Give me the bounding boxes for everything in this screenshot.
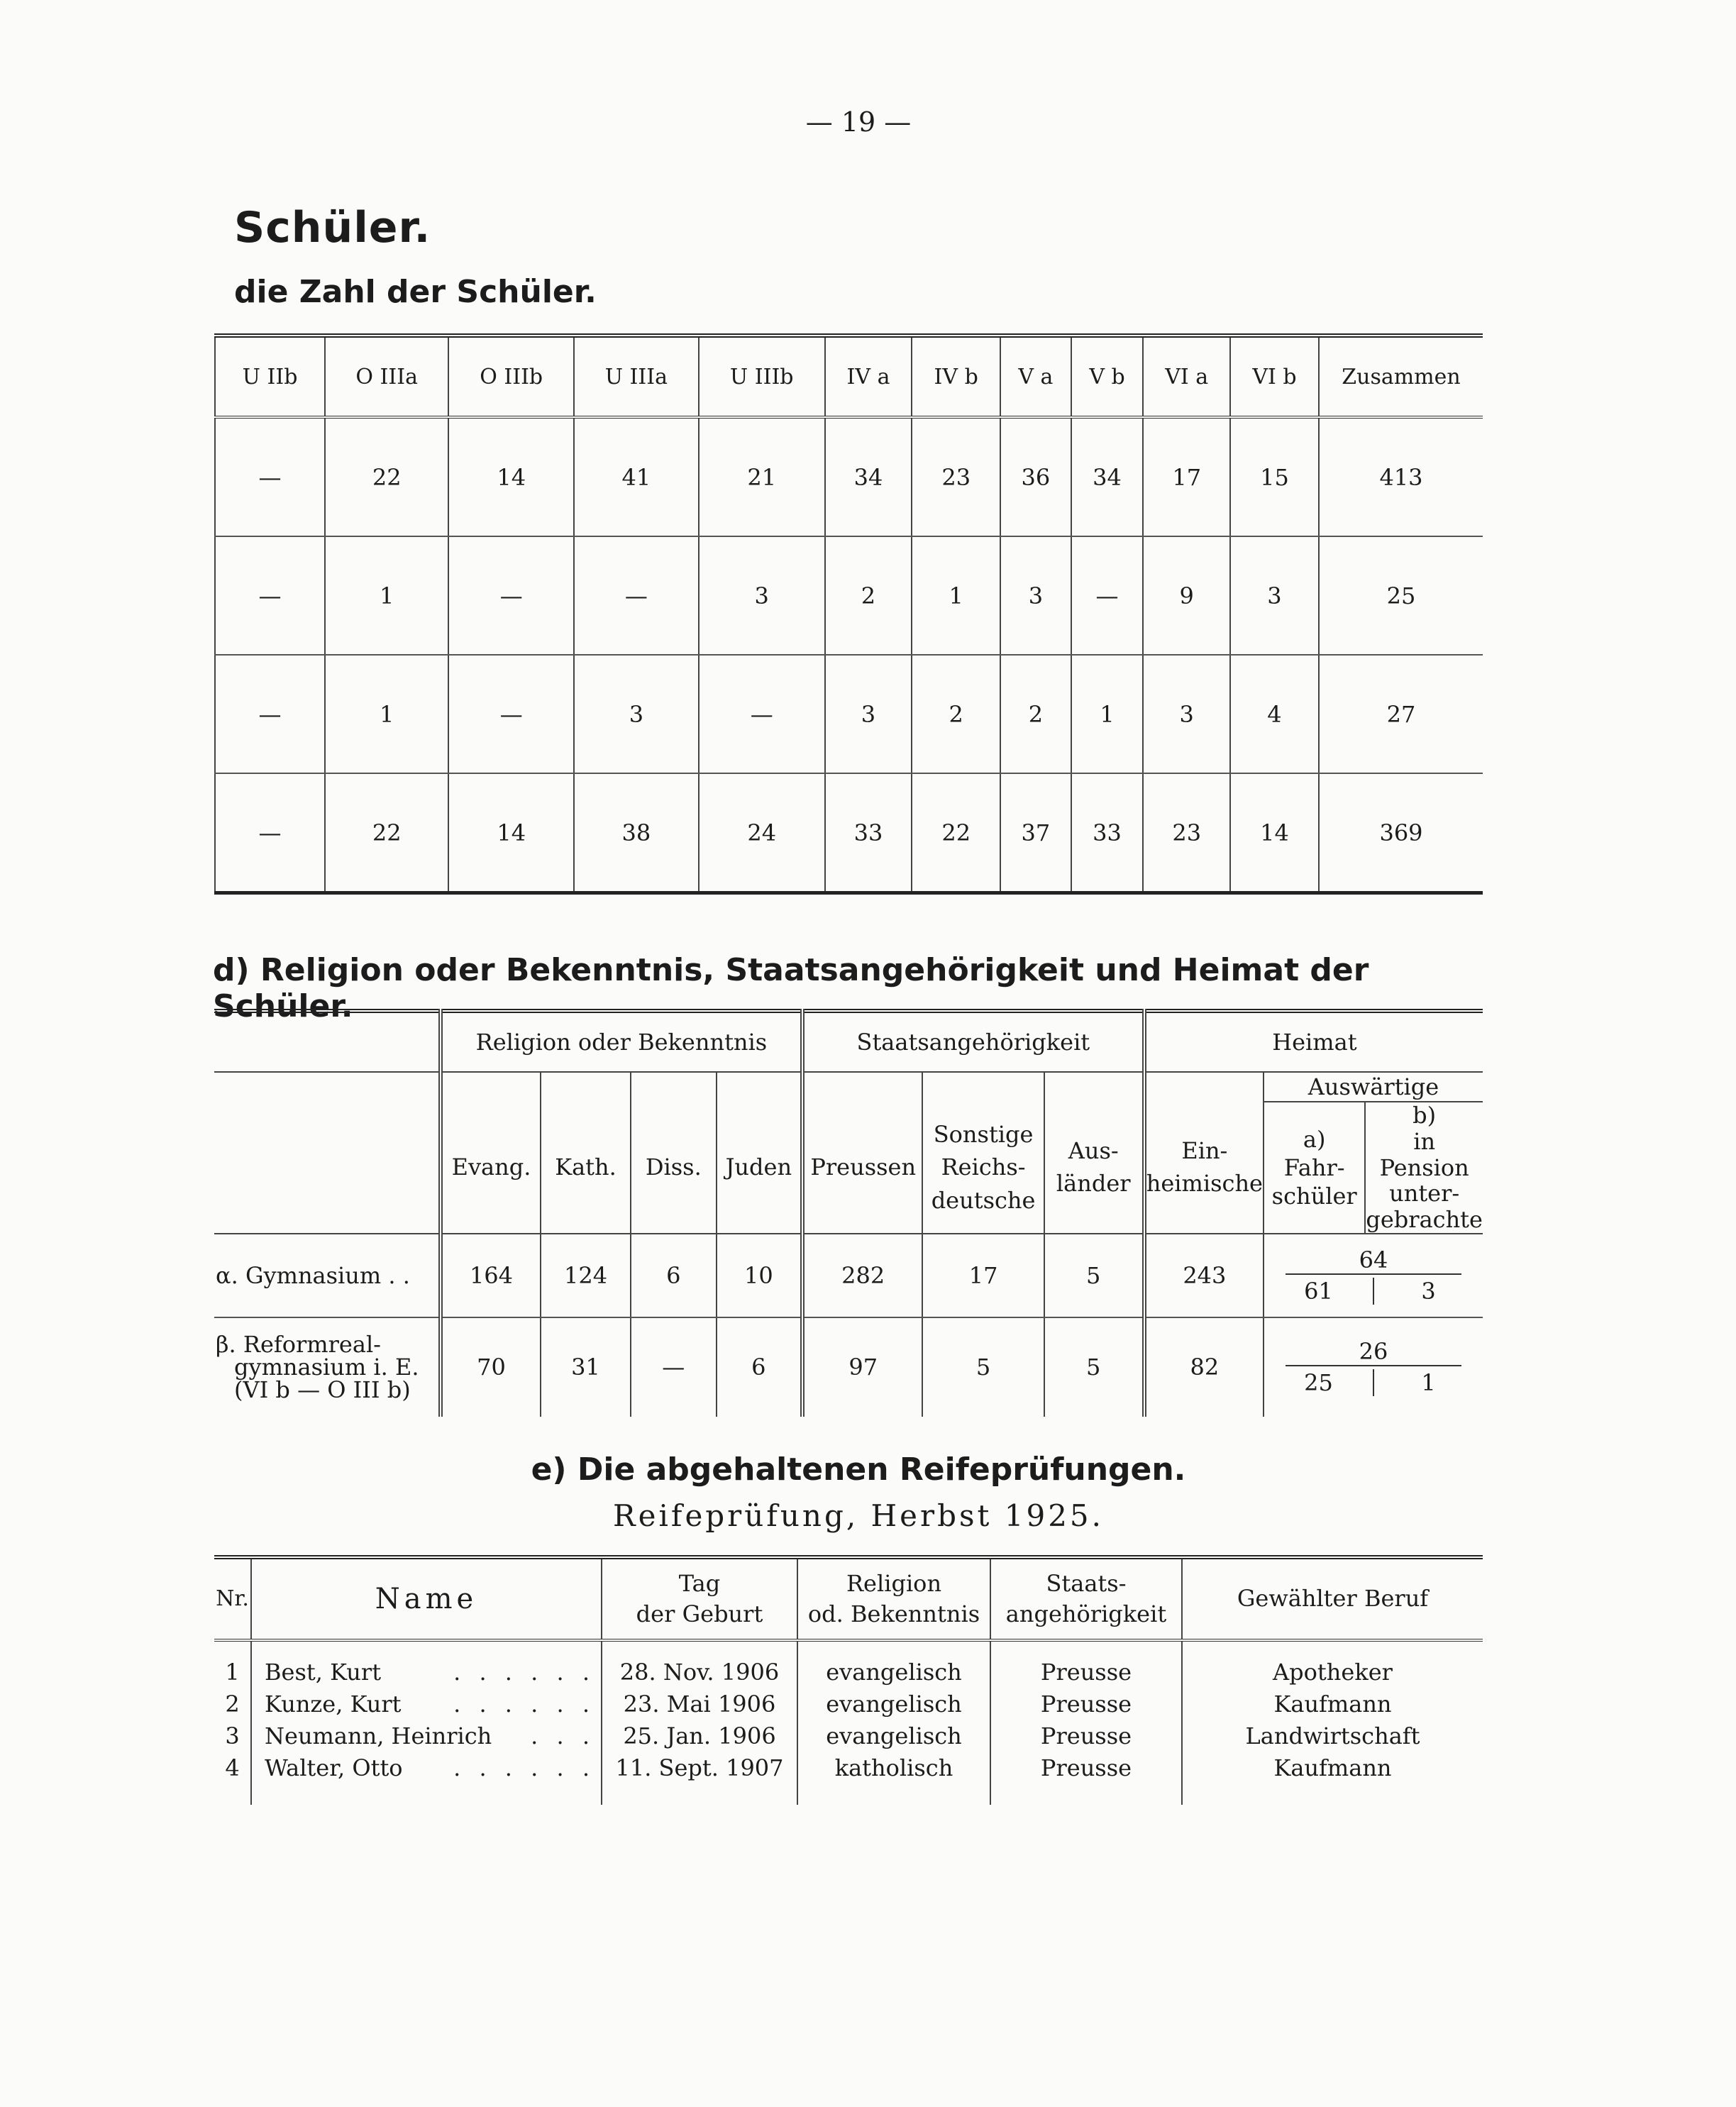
table-cell: 1	[1071, 655, 1144, 773]
cell-auswaertige	[1264, 1317, 1483, 1417]
table-cell: 15	[1230, 417, 1319, 536]
table-cell: 23	[1143, 773, 1229, 893]
auswaertige-total: 64	[1286, 1246, 1461, 1275]
cell-born: 11. Sept. 1907	[602, 1752, 797, 1784]
cell-name	[251, 1688, 602, 1720]
cell-nr: 3	[225, 1722, 240, 1749]
header-line: schüler	[1271, 1182, 1357, 1210]
cell-born: 25. Jan. 1906	[602, 1720, 797, 1752]
cell-religion: evangelisch	[797, 1656, 990, 1688]
header-line: länder	[1056, 1170, 1131, 1198]
table-cell: 34	[825, 417, 912, 536]
header-line: Ein-	[1181, 1137, 1228, 1165]
cell-name	[251, 1720, 602, 1752]
leader-dots: . . .	[531, 1722, 595, 1749]
table-cell: 34	[1071, 417, 1144, 536]
table-cell: 3	[699, 536, 825, 655]
header-line: b)	[1412, 1102, 1437, 1129]
cell-staat: Preusse	[990, 1752, 1182, 1784]
table-row-gymnasium	[214, 1234, 1483, 1317]
table-cell: —	[448, 655, 574, 773]
table-row	[214, 1752, 1483, 1784]
leader-dots: . . . . . .	[453, 1658, 595, 1686]
column-header: Kath.	[541, 1102, 631, 1234]
table-cell: 3	[825, 655, 912, 773]
group-header-heimat: Heimat	[1144, 1011, 1483, 1072]
cell-einheimische: 243	[1144, 1234, 1264, 1317]
section-heading-reifepruefungen: e) Die abgehaltenen Reifeprüfungen.	[531, 1451, 1186, 1488]
column-header: IV b	[912, 336, 1000, 417]
column-header: Diss.	[631, 1102, 717, 1234]
table-row	[215, 417, 1483, 536]
table-cell: 33	[825, 773, 912, 893]
table-cell: 14	[448, 417, 574, 536]
header-line: heimische	[1146, 1170, 1263, 1198]
table-cell: 369	[1319, 773, 1483, 893]
header-line: Aus-	[1068, 1137, 1119, 1165]
table-header-row	[215, 336, 1483, 417]
table-row-reformrealgymnasium	[214, 1317, 1483, 1417]
column-header-pension	[1365, 1102, 1483, 1234]
auswaertige-header: Auswärtige	[1264, 1072, 1483, 1102]
section-subheading-herbst: Reifeprüfung, Herbst 1925.	[612, 1498, 1105, 1533]
student-name: Walter, Otto	[265, 1754, 403, 1781]
leader-dots: . . . . . .	[453, 1754, 595, 1781]
column-header: U IIIa	[574, 336, 699, 417]
column-header-auslaender	[1044, 1102, 1144, 1234]
table-cell: —	[574, 536, 699, 655]
header-line: Staats-	[1046, 1569, 1127, 1597]
row-label: α. Gymnasium . .	[214, 1234, 441, 1317]
column-header-einheimische	[1144, 1102, 1264, 1234]
cell-einheimische: 82	[1144, 1317, 1264, 1417]
cell-religion: evangelisch	[797, 1688, 990, 1720]
column-header: Zusammen	[1319, 336, 1483, 417]
table-row	[215, 536, 1483, 655]
row-label	[214, 1317, 441, 1417]
column-header: O IIIa	[325, 336, 448, 417]
cell-born: 23. Mai 1906	[602, 1688, 797, 1720]
table-cell: 27	[1319, 655, 1483, 773]
sub-header-row	[214, 1072, 1483, 1102]
column-header-staat	[990, 1557, 1182, 1640]
table-cell: —	[1071, 536, 1144, 655]
column-header: IV a	[825, 336, 912, 417]
page-number: — 19 —	[805, 106, 912, 138]
column-header-nr: Nr.	[214, 1557, 251, 1640]
table-cell: 1	[912, 536, 1000, 655]
column-header: VI b	[1230, 336, 1319, 417]
student-name: Kunze, Kurt	[265, 1690, 402, 1718]
column-header-geburt	[602, 1557, 797, 1640]
table-cell: 22	[325, 773, 448, 893]
cell-diss: 6	[631, 1234, 717, 1317]
header-line: angehörigkeit	[1005, 1600, 1167, 1627]
table-cell: 17	[1143, 417, 1229, 536]
table-cell: 36	[1000, 417, 1071, 536]
cell-sonstige: 5	[922, 1317, 1044, 1417]
table-cell: 2	[1000, 655, 1071, 773]
header-line: Tag	[678, 1569, 721, 1597]
cell-preussen: 97	[802, 1317, 922, 1417]
table-cell: 9	[1143, 536, 1229, 655]
page-title: Schüler.	[234, 203, 431, 253]
cell-kath: 31	[541, 1317, 631, 1417]
table-cell: —	[215, 417, 325, 536]
table-cell: —	[699, 655, 825, 773]
header-line: Fahr-	[1283, 1154, 1345, 1181]
cell-sonstige: 17	[922, 1234, 1044, 1317]
header-line: od. Bekenntnis	[807, 1600, 980, 1627]
table-cell: 3	[1143, 655, 1229, 773]
column-header: VI a	[1143, 336, 1229, 417]
table-cell: —	[448, 536, 574, 655]
cell-fahrschueler: 61	[1304, 1277, 1333, 1305]
header-line: gebrachte	[1366, 1206, 1483, 1234]
column-header-row	[214, 1102, 1483, 1234]
table-cell: 37	[1000, 773, 1071, 893]
column-header-name: Name	[251, 1557, 602, 1640]
header-line: deutsche	[931, 1186, 1036, 1214]
group-header-staat: Staatsangehörigkeit	[802, 1011, 1144, 1072]
cell-staat: Preusse	[990, 1656, 1182, 1688]
table-cell: 14	[448, 773, 574, 893]
cell-name	[251, 1752, 602, 1784]
cell-beruf: Landwirtschaft	[1182, 1720, 1483, 1752]
column-header: V b	[1071, 336, 1144, 417]
header-line: Religion	[846, 1569, 942, 1597]
table-cell: —	[215, 536, 325, 655]
header-line: Reichs-	[941, 1154, 1026, 1181]
section-heading-religion: d) Religion oder Bekenntnis, Staatsangehörigkeit und Heimat der Schüler.	[213, 952, 1369, 1024]
table-cell: 25	[1319, 536, 1483, 655]
cell-fahrschueler: 25	[1304, 1369, 1333, 1397]
column-header: U IIIb	[699, 336, 825, 417]
column-header: V a	[1000, 336, 1071, 417]
table-cell: 2	[825, 536, 912, 655]
cell-pension: 1	[1373, 1369, 1483, 1396]
column-header: Preussen	[802, 1102, 922, 1234]
column-header: U IIb	[215, 336, 325, 417]
table-cell: 22	[325, 417, 448, 536]
cell-religion: evangelisch	[797, 1720, 990, 1752]
table-cell: 413	[1319, 417, 1483, 536]
table-cell: 24	[699, 773, 825, 893]
group-header-row	[214, 1011, 1483, 1072]
cell-beruf: Apotheker	[1182, 1656, 1483, 1688]
cell-staat: Preusse	[990, 1720, 1182, 1752]
table-cell: 4	[1230, 655, 1319, 773]
student-name: Best, Kurt	[265, 1658, 382, 1686]
table-row	[214, 1720, 1483, 1752]
table-cell: 3	[1000, 536, 1071, 655]
header-line: a)	[1303, 1125, 1326, 1153]
table-cell: 3	[1230, 536, 1319, 655]
header-line: der Geburt	[636, 1600, 763, 1627]
header-line: in Pension	[1379, 1127, 1469, 1181]
cell-auswaertige	[1264, 1234, 1483, 1317]
cell-preussen: 282	[802, 1234, 922, 1317]
column-header: O IIIb	[448, 336, 574, 417]
table-cell: 23	[912, 417, 1000, 536]
cell-religion: katholisch	[797, 1752, 990, 1784]
table-cell: 22	[912, 773, 1000, 893]
cell-diss: —	[631, 1317, 717, 1417]
table-cell: 38	[574, 773, 699, 893]
leader-dots: . . . . . .	[453, 1690, 595, 1718]
group-header-religion: Religion oder Bekenntnis	[441, 1011, 802, 1072]
table-cell: 3	[574, 655, 699, 773]
column-header-sonstige	[922, 1102, 1044, 1234]
row-label-line: (VI b — O III b)	[234, 1376, 411, 1404]
cell-kath: 124	[541, 1234, 631, 1317]
column-header-fahrschueler	[1264, 1102, 1365, 1234]
table-cell: 14	[1230, 773, 1319, 893]
table-cell: —	[215, 655, 325, 773]
cell-juden: 10	[717, 1234, 802, 1317]
table-cell: 2	[912, 655, 1000, 773]
exam-table	[214, 1555, 1483, 1805]
cell-auslaender: 5	[1044, 1234, 1144, 1317]
table-row	[214, 1688, 1483, 1720]
religion-table	[214, 1009, 1483, 1417]
table-cell: 21	[699, 417, 825, 536]
cell-name	[251, 1656, 602, 1688]
student-count-table	[214, 333, 1483, 895]
table-header-row	[214, 1557, 1483, 1640]
row-label-line: gymnasium i. E.	[234, 1354, 419, 1381]
cell-born: 28. Nov. 1906	[602, 1656, 797, 1688]
row-label-line: β. Reformreal-	[216, 1331, 381, 1359]
table-cell: —	[215, 773, 325, 893]
table-row	[215, 655, 1483, 773]
table-cell: 33	[1071, 773, 1144, 893]
table-row	[214, 1656, 1483, 1688]
cell-juden: 6	[717, 1317, 802, 1417]
table-cell: 41	[574, 417, 699, 536]
cell-evang: 70	[441, 1317, 541, 1417]
cell-beruf: Kaufmann	[1182, 1752, 1483, 1784]
cell-nr: 4	[225, 1754, 240, 1781]
auswaertige-total: 26	[1286, 1338, 1461, 1366]
cell-staat: Preusse	[990, 1688, 1182, 1720]
column-header-beruf: Gewählter Beruf	[1182, 1557, 1483, 1640]
table-row	[215, 773, 1483, 893]
cell-nr: 2	[225, 1690, 240, 1718]
column-header: Evang.	[441, 1102, 541, 1234]
cell-evang: 164	[441, 1234, 541, 1317]
student-name: Neumann, Heinrich	[265, 1722, 492, 1749]
header-line: unter-	[1389, 1180, 1460, 1207]
cell-beruf: Kaufmann	[1182, 1688, 1483, 1720]
column-header: Juden	[717, 1102, 802, 1234]
table-cell: 1	[325, 536, 448, 655]
cell-nr: 1	[225, 1658, 240, 1686]
section-heading-count: die Zahl der Schüler.	[234, 274, 597, 310]
table-cell: 1	[325, 655, 448, 773]
column-header-religion	[797, 1557, 990, 1640]
header-line: Sonstige	[933, 1120, 1034, 1148]
cell-pension: 3	[1373, 1278, 1483, 1305]
cell-auslaender: 5	[1044, 1317, 1144, 1417]
